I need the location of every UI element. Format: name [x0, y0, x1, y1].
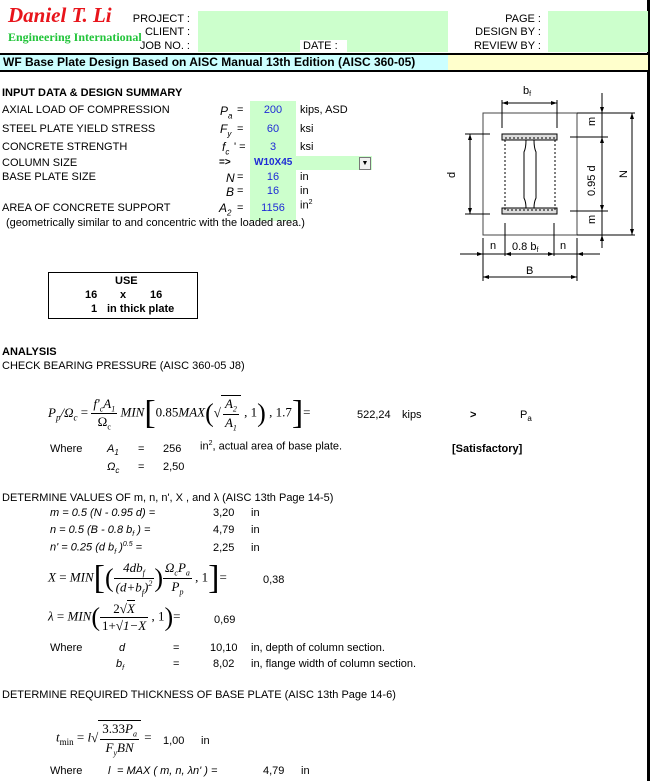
bf-symbol: $b_f$	[116, 658, 125, 673]
page-label: PAGE :	[505, 13, 541, 25]
plate-width-input[interactable]: 16	[266, 185, 280, 197]
d-eq: =	[173, 642, 180, 654]
plate-width-unit: in	[300, 185, 309, 197]
a1-eq: =	[138, 443, 145, 455]
review-by-label: REVIEW BY :	[473, 40, 541, 52]
fy-symbol: $F_y$	[220, 122, 232, 139]
tmin-formula: $t_{min} = l√$ $\frac{3.33P_a}{F_yBN}$ =	[56, 721, 152, 758]
yield-stress-input[interactable]: 60	[266, 123, 280, 135]
m-formula: m = 0.5 (N - 0.95 d) =	[50, 507, 156, 519]
logo-name: Daniel T. Li	[8, 3, 112, 27]
page-design-review-field[interactable]	[548, 11, 648, 52]
fy-eq: =	[237, 123, 244, 135]
a1-symbol: $A_1$	[107, 443, 119, 458]
status-badge: [Satisfactory]	[452, 443, 523, 455]
a1-value: 256	[163, 443, 182, 455]
base-plate-size-label: BASE PLATE SIZE	[2, 171, 96, 183]
concrete-area-note: (geometrically similar to and concentric with the loaded area.)	[6, 217, 305, 229]
design-by-label: DESIGN BY :	[475, 26, 541, 38]
chevron-down-icon[interactable]: ▼	[359, 157, 371, 170]
l-value: 4,79	[263, 765, 285, 777]
svg-text:B: B	[526, 265, 534, 277]
lambda-value: 0,69	[214, 614, 236, 626]
a1-desc: $in^2$, actual area of base plate.	[200, 440, 343, 453]
omega-value: 2,50	[163, 461, 185, 473]
d-desc: in, depth of column section.	[251, 642, 385, 654]
use-dim1: 16	[85, 289, 98, 301]
pa-symbol: $P_a$	[220, 104, 233, 121]
a2-eq: =	[237, 202, 244, 214]
svg-text:m: m	[586, 116, 598, 126]
axial-load-input[interactable]: 200	[263, 104, 283, 116]
concrete-strength-label: CONCRETE STRENGTH	[2, 141, 128, 153]
bearing-result: 522,24	[357, 409, 391, 421]
n-eq: =	[237, 171, 244, 183]
arrow-symbol: =>	[219, 157, 231, 168]
logo-subtitle: Engineering International	[8, 30, 142, 44]
pa-compare: $P_a$	[520, 409, 532, 424]
concrete-strength-input[interactable]: 3	[269, 141, 277, 153]
use-thickness-label: in thick plate	[107, 303, 175, 315]
tmin-value: 1,00	[163, 735, 185, 747]
nprime-formula: n' = 0.25 (d $b_f$ )$^{0.5}$ =	[50, 541, 143, 556]
bf-eq: =	[173, 658, 180, 670]
b-symbol: B	[226, 185, 235, 199]
m-value: 3,20	[213, 507, 235, 519]
svg-text:n: n	[560, 240, 567, 252]
x-value: 0,38	[263, 574, 285, 586]
gt-sign: >	[470, 409, 477, 421]
title-bar	[0, 53, 648, 72]
m-unit: in	[251, 507, 260, 519]
d-symbol: d	[119, 642, 126, 654]
plate-length-input[interactable]: 16	[266, 171, 280, 183]
nprime-unit: in	[251, 542, 260, 554]
concrete-area-label: AREA OF CONCRETE SUPPORT	[2, 202, 171, 214]
use-thickness: 1	[91, 303, 98, 315]
omega-eq: =	[138, 461, 145, 473]
bearing-unit: kips	[402, 409, 422, 421]
where-label-2: Where	[50, 642, 83, 654]
bf-value: 8,02	[213, 658, 235, 670]
concrete-strength-unit: ksi	[300, 141, 314, 153]
axial-load-label: AXIAL LOAD OF COMPRESSION	[2, 104, 170, 116]
x-formula: X = MIN[( $\frac{4db_f}{(d+b_f)^2}$ ) $\frac{\Omega_cP_a}{P_p}$ , 1]=	[48, 559, 227, 597]
column-size-label: COLUMN SIZE	[2, 157, 78, 169]
yield-stress-unit: ksi	[300, 123, 314, 135]
n-value: 4,79	[213, 524, 235, 536]
thickness-title: DETERMINE REQUIRED THICKNESS OF BASE PLATE (AISC 13th Page 14-6)	[2, 689, 396, 701]
concrete-area-input[interactable]: 1156	[261, 202, 285, 214]
analysis-title: ANALYSIS	[2, 346, 57, 358]
fc-eq: ' =	[234, 141, 246, 153]
values-title: DETERMINE VALUES OF m, n, n', X , and λ (AISC 13th Page 14-5)	[2, 492, 334, 504]
title-yellow-cell	[448, 55, 648, 70]
n-unit: in	[251, 524, 260, 536]
client-label: CLIENT :	[144, 26, 190, 38]
bearing-title: CHECK BEARING PRESSURE (AISC 360-05 J8)	[2, 360, 245, 372]
input-section-title: INPUT DATA & DESIGN SUMMARY	[2, 87, 183, 99]
plate-length-unit: in	[300, 171, 309, 183]
job-no-label: JOB NO. :	[139, 40, 190, 52]
base-plate-diagram	[440, 78, 648, 288]
l-unit: in	[301, 765, 310, 777]
svg-text:m: m	[586, 214, 598, 224]
omega-symbol: $\Omega_c$	[107, 461, 120, 476]
svg-text:N: N	[618, 170, 630, 178]
concrete-area-unit: $in^2$	[300, 199, 313, 212]
project-label: PROJECT :	[132, 13, 190, 25]
svg-text:0.8 bf: 0.8 bf	[512, 241, 539, 254]
date-label: DATE :	[300, 40, 347, 52]
bf-desc: in, flange width of column section.	[251, 658, 417, 670]
b-eq: =	[237, 185, 244, 197]
lambda-formula: λ = MIN( $\frac{2√X}{1+√1-X}$ , 1)=	[48, 601, 181, 633]
d-value: 10,10	[210, 642, 238, 654]
where-label-3: Where	[50, 765, 83, 777]
axial-load-unit: kips, ASD	[300, 104, 348, 116]
svg-text:n: n	[490, 240, 497, 252]
pa-eq: =	[237, 104, 244, 116]
use-dim2: 16	[150, 289, 163, 301]
nprime-value: 2,25	[213, 542, 235, 554]
page-title: WF Base Plate Design Based on AISC Manual 13th Edition (AISC 360-05)	[3, 55, 416, 69]
column-size-select[interactable]: W10X45	[254, 157, 293, 168]
tmin-unit: in	[201, 735, 210, 747]
l-symbol: l	[108, 765, 111, 777]
svg-text:d: d	[446, 171, 458, 178]
n-symbol: N	[226, 171, 235, 185]
use-x: x	[120, 289, 127, 301]
svg-text:0.95 d: 0.95 d	[586, 165, 598, 196]
l-formula: = MAX ( m, n, λn' ) =	[117, 765, 218, 777]
yield-stress-label: STEEL PLATE YIELD STRESS	[2, 123, 156, 135]
use-summary-box	[48, 272, 198, 319]
n-formula: n = 0.5 (B - 0.8 $b_f$ ) =	[50, 524, 151, 539]
bearing-formula: $P_p/\Omega_c$ = $\frac{f'_cA_1}{\Omega_c}$ MIN[0.85MAX(√ $\frac{A_2}{A_1}$ , 1) , 1.7]=	[48, 394, 311, 433]
fc-symbol: $f_c$	[222, 140, 230, 157]
svg-text:bf: bf	[523, 85, 532, 98]
where-label-1: Where	[50, 443, 83, 455]
use-title: USE	[115, 275, 138, 287]
a2-symbol: $A_2$	[219, 201, 232, 218]
